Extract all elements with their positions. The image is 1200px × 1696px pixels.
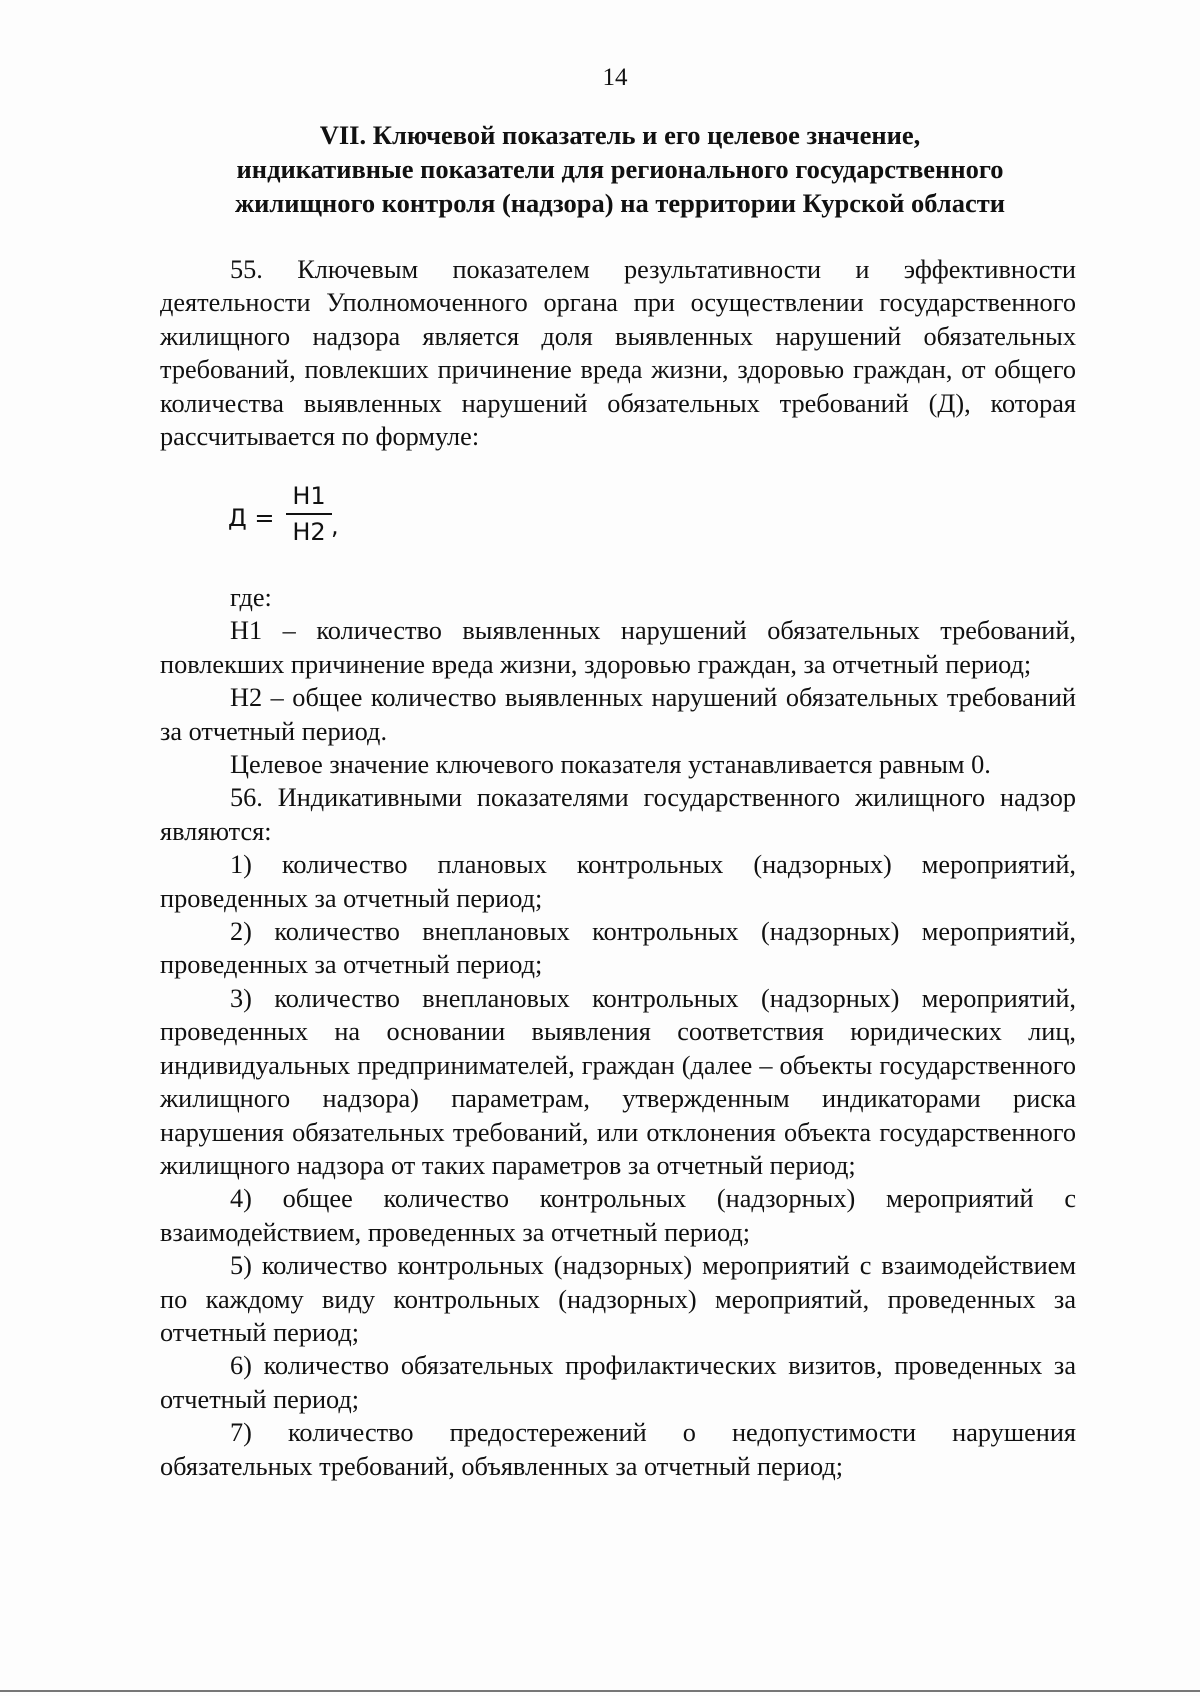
list-item-1: 1) количество плановых контрольных (надзорных) мероприятий, проведенных за отчетный период; [160, 850, 1076, 913]
formula-fraction [286, 482, 332, 546]
heading-line-1: VII. Ключевой показатель и его целевое значение, [319, 120, 921, 150]
formula-comma: , [331, 512, 339, 540]
list-item-2: 2) количество внеплановых контрольных (надзорных) мероприятий, проведенных за отчетный период; [160, 917, 1076, 980]
list-item-5: 5) количество контрольных (надзорных) мероприятий с взаимодействием по каждому виду контрольных (надзорных) мероприятий, проведенных за отчетный период; [160, 1251, 1076, 1347]
paragraph-55: 55. Ключевым показателем результативности и эффективности деятельности Уполномоченного органа при осуществлении государственного жилищного надзора является доля выявленных нарушений обязательных требований, повлекших причинение вреда жизни, здоровью граждан, от общего количества выявленных нарушений обязательных требований (Д), которая рассчитывается по формуле: [160, 255, 1076, 452]
fraction-bar [286, 513, 332, 515]
paragraph-block-55 [160, 253, 1076, 453]
target-value: Целевое значение ключевого показателя устанавливается равным 0. [230, 750, 991, 780]
where-label: где: [230, 583, 272, 612]
list-item-3: 3) количество внеплановых контрольных (надзорных) мероприятий, проведенных на основании выявления соответствия юридических лиц, индивидуальных предпринимателей, граждан (далее – объекты государственного жилищного надзора) параметрам, утвержденным индикаторами риска нарушения обязательных требований, или отклонения объекта государственного жилищного надзора от таких параметров за отчетный период; [160, 983, 1076, 1180]
list-item-7: 7) количество предостережений о недопустимости нарушения обязательных требований, объявленных за отчетный период; [160, 1418, 1076, 1481]
section-heading [160, 118, 1080, 220]
formula [228, 482, 348, 552]
paragraph-56: 56. Индикативными показателями государственного жилищного надзор являются: [160, 783, 1076, 846]
list-item-4: 4) общее количество контрольных (надзорных) мероприятий с взаимодействием, проведенных за отчетный период; [160, 1184, 1076, 1247]
scan-edge-line [0, 1690, 1200, 1692]
definition-h2: Н2 – общее количество выявленных нарушений обязательных требований за отчетный период. [160, 683, 1076, 746]
definition-h1: Н1 – количество выявленных нарушений обязательных требований, повлекших причинение вреда жизни, здоровью граждан, за отчетный период; [160, 616, 1076, 679]
heading-line-2: индикативные показатели для регионального государственного [236, 154, 1004, 184]
formula-numerator: Н1 [292, 482, 326, 510]
heading-line-3: жилищного контроля (надзора) на территории Курской области [234, 188, 1006, 218]
paragraph-block-definitions [160, 581, 1076, 1483]
list-item-6: 6) количество обязательных профилактических визитов, проведенных за отчетный период; [160, 1351, 1076, 1414]
page-number: 14 [602, 64, 628, 91]
formula-denominator: Н2 [292, 518, 326, 546]
formula-lhs: Д = [228, 504, 275, 532]
